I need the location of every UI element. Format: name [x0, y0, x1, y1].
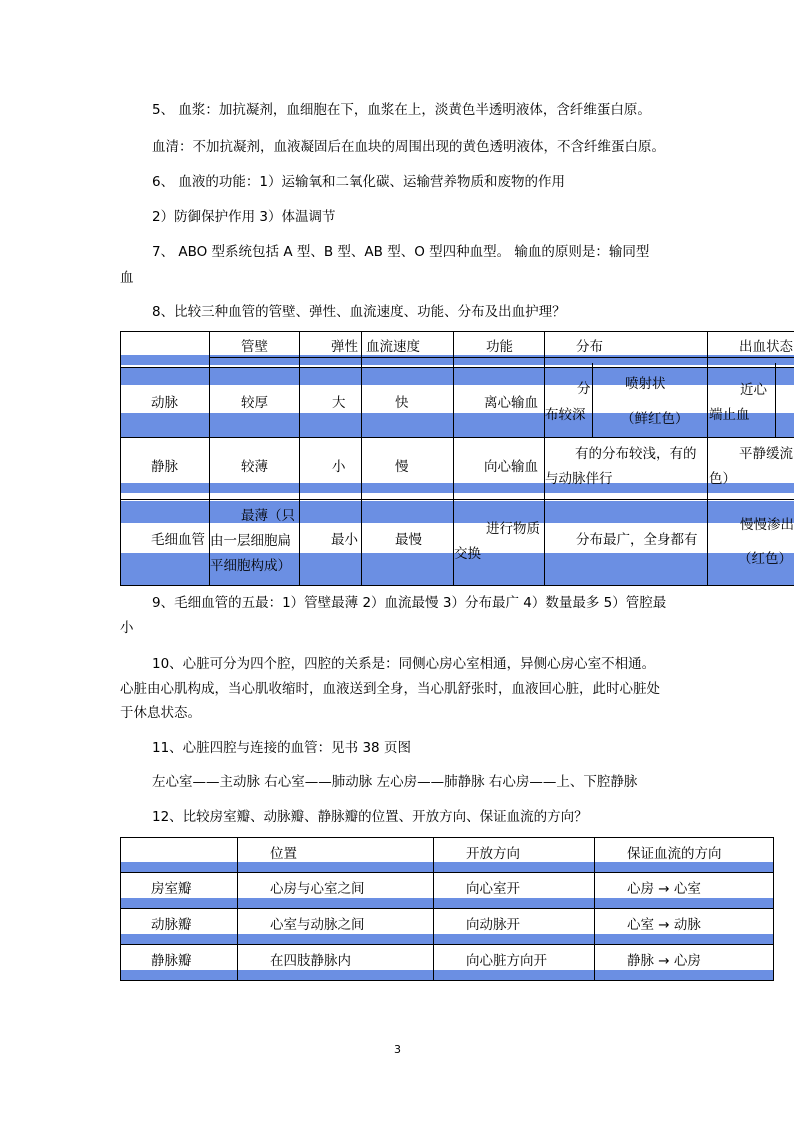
- vein-elastic: 小: [332, 459, 346, 475]
- paragraph-6-cont: 2）防御保护作用 3）体温调节: [152, 209, 336, 225]
- paragraph-10-line2: 心脏由心肌构成，当心肌收缩时，血液送到全身，当心肌舒张时，血液回心脏，此时心脏处: [120, 681, 660, 697]
- artery-dist-a: 分: [577, 381, 591, 397]
- paragraph-serum: 血清：不加抗凝剂，血液凝固后在血块的周围出现的黄色透明液体，不含纤维蛋白原。: [152, 139, 665, 155]
- valve-header-open: 开放方向: [466, 846, 520, 862]
- vessel-comparison-table: [120, 331, 794, 586]
- vein-function: 向心输血: [484, 459, 538, 475]
- page-number: 3: [394, 1043, 401, 1056]
- capillary-bleed-b: （红色）: [738, 551, 792, 567]
- valve-comparison-table: [120, 837, 774, 981]
- valve-row-open: 向心室开: [466, 881, 520, 897]
- paragraph-9: 9、毛细血管的五最：1）管壁最薄 2）血流最慢 3）分布最广 4）数量最多 5）管腔最: [152, 595, 667, 611]
- artery-name: 动脉: [151, 395, 178, 411]
- valve-header-position: 位置: [270, 846, 297, 862]
- valve-row-flow: 心房 → 心室: [627, 881, 701, 897]
- valve-row-flow: 心室 → 动脉: [627, 917, 701, 933]
- vein-wall: 较薄: [241, 459, 268, 475]
- paragraph-11-vessels: 左心室——主动脉 右心室——肺动脉 左心房——肺静脉 右心房——上、下腔静脉: [152, 774, 638, 790]
- capillary-bleed-a: 慢慢渗出: [740, 517, 794, 533]
- valve-row-name: 房室瓣: [151, 881, 192, 897]
- capillary-wall-a: 最薄（只: [241, 508, 295, 524]
- vein-dist-a: 有的分布较浅，有的: [575, 446, 697, 462]
- header-wall: 管壁: [241, 339, 268, 355]
- capillary-elastic: 最小: [331, 532, 358, 548]
- artery-bleed-b: 端止血: [709, 407, 750, 423]
- artery-dist-b: 布较深: [545, 407, 586, 423]
- paragraph-10: 10、心脏可分为四个腔，四腔的关系是：同侧心房心室相通，异侧心房心室不相通。: [152, 656, 656, 672]
- header-distribution: 分布: [576, 339, 603, 355]
- vein-bleed-b: 色）: [709, 471, 736, 487]
- valve-row-name: 动脉瓣: [151, 917, 192, 933]
- paragraph-8: 8、比较三种血管的管壁、弹性、血流速度、功能、分布及出血护理？: [152, 304, 566, 320]
- artery-bleed-a: 近心: [740, 382, 767, 398]
- paragraph-5: 5、 血浆：加抗凝剂，血细胞在下，血浆在上，淡黄色半透明液体，含纤维蛋白原。: [152, 102, 651, 118]
- paragraph-7: 7、 ABO 型系统包括 A 型、B 型、AB 型、O 型四种血型。 输血的原则是：输同型: [152, 244, 650, 260]
- paragraph-6: 6、 血液的功能：1）运输氧和二氧化碳、运输营养物质和废物的作用: [152, 174, 565, 190]
- capillary-wall-b: 由一层细胞扁: [210, 533, 291, 549]
- vein-bleed-a: 平静缓流: [739, 446, 793, 462]
- valve-header-flow: 保证血流的方向: [627, 846, 722, 862]
- valve-row-name: 静脉瓣: [151, 953, 192, 969]
- vein-dist-b: 与动脉伴行: [545, 471, 613, 487]
- paragraph-12: 12、比较房室瓣、动脉瓣、静脉瓣的位置、开放方向、保证血流的方向？: [152, 809, 588, 825]
- artery-speed: 快: [395, 395, 409, 411]
- artery-dist-c: 喷射状: [625, 376, 666, 392]
- valve-row-flow: 静脉 → 心房: [627, 953, 701, 969]
- header-elastic: 弹性: [331, 339, 358, 355]
- paragraph-11: 11、心脏四腔与连接的血管：见书 38 页图: [152, 740, 411, 756]
- capillary-function-a: 进行物质: [486, 521, 540, 537]
- valve-row-position: 心房与心室之间: [270, 881, 365, 897]
- header-bleeding: 出血状态: [739, 339, 793, 355]
- paragraph-10-line3: 于休息状态。: [120, 705, 201, 721]
- artery-wall: 较厚: [241, 395, 268, 411]
- valve-row-position: 在四肢静脉内: [270, 953, 351, 969]
- valve-row-position: 心室与动脉之间: [270, 917, 365, 933]
- artery-function: 离心输血: [484, 395, 538, 411]
- capillary-name: 毛细血管: [151, 532, 205, 548]
- paragraph-7-cont: 血: [120, 270, 134, 286]
- artery-elastic: 大: [332, 395, 346, 411]
- capillary-speed: 最慢: [395, 532, 422, 548]
- artery-dist-d: （鲜红色）: [621, 411, 689, 427]
- capillary-wall-c: 平细胞构成）: [210, 558, 291, 574]
- valve-row-open: 向动脉开: [466, 917, 520, 933]
- header-function: 功能: [486, 339, 513, 355]
- valve-row-open: 向心脏方向开: [466, 953, 547, 969]
- capillary-distribution: 分布最广，全身都有: [576, 532, 698, 548]
- capillary-function-b: 交换: [454, 546, 481, 562]
- vein-name: 静脉: [151, 459, 178, 475]
- paragraph-9-cont: 小: [120, 620, 134, 636]
- vein-speed: 慢: [395, 459, 409, 475]
- header-speed: 血流速度: [366, 339, 420, 355]
